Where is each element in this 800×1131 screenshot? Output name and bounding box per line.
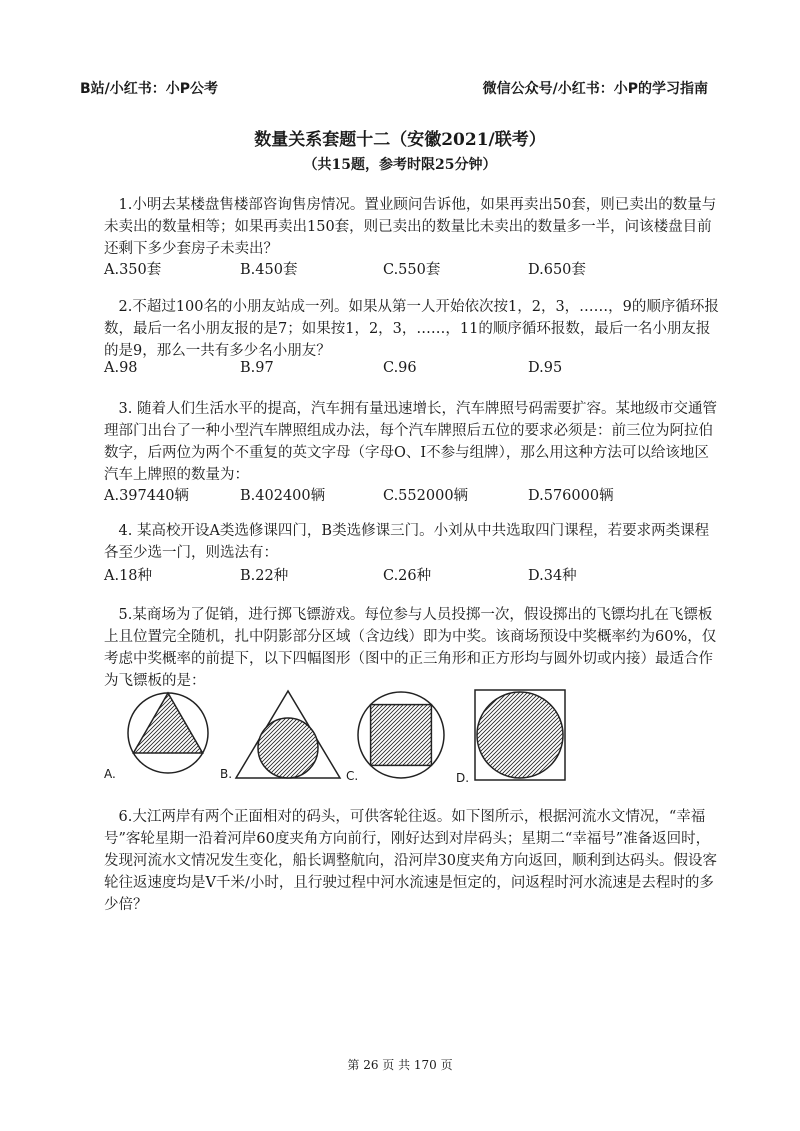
question-6 (104, 806, 720, 916)
page-title: 数量关系套题十二（安徽2021/联考） (254, 130, 546, 150)
question-5 (104, 604, 720, 692)
question-text: 3. 随着人们生活水平的提高，汽车拥有量迅速增长，汽车牌照号码需要扩容。某地级市交通管理部门出台了一种小型汽车牌照组成办法，每个汽车牌照后五位的要求必须是：前三位为阿拉伯数字，后两位为两个不重复的英文字母（字母O、I不参与组牌），那么用这种方法可以给该地区汽车上牌照的数量为： (104, 401, 717, 483)
question-text: 4. 某高校开设A类选修课四门，B类选修课三门。小刘从中共选取四门课程，若要求两类课程各至少选一门，则选法有： (104, 523, 710, 561)
question-text: 1.小明去某楼盘售楼部咨询售房情况。置业顾问告诉他，如果再卖出50套，则已卖出的数量与未卖出的数量相等；如果再卖出150套，则已卖出的数量比未卖出的数量多一半，问该楼盘目前还剩下多少套房子未卖出？ (104, 197, 717, 257)
figure-c (358, 692, 444, 778)
option-d: D.576000辆 (528, 488, 614, 504)
option-a: A.18种 (104, 568, 153, 584)
header-right: 微信公众号/小红书：小P的学习指南 (482, 81, 708, 97)
option-b: B.22种 (240, 568, 289, 584)
option-b: B.97 (240, 360, 274, 376)
option-b: B.402400辆 (240, 488, 326, 504)
figure-c-label: C. (346, 769, 359, 783)
figure-a-label: A. (104, 767, 116, 781)
figure-b (236, 691, 340, 778)
question-4 (104, 520, 720, 564)
question-text: 5.某商场为了促销，进行掷飞镖游戏。每位参与人员投掷一次，假设掷出的飞镖均扎在飞镖板上且位置完全随机，扎中阴影部分区域（含边线）即为中奖。该商场预设中奖概率约为60%，仅考虑中奖概率的前提下，以下四幅图形（图中的正三角形和正方形均与圆外切或内接）最适合作为飞镖板的是： (104, 607, 717, 689)
option-a: A.98 (104, 360, 138, 376)
option-a: A.397440辆 (104, 488, 189, 504)
figure-d (475, 690, 565, 780)
option-c: C.26种 (383, 568, 432, 584)
question-2 (104, 296, 720, 362)
option-d: D.95 (528, 360, 563, 376)
option-c: C.550套 (383, 262, 441, 278)
option-d: D.34种 (528, 568, 577, 584)
figure-d-label: D. (456, 771, 470, 785)
option-c: C.96 (383, 360, 417, 376)
page-subtitle: （共15题，参考时限25分钟） (303, 157, 497, 173)
question-1 (104, 194, 720, 260)
option-d: D.650套 (528, 262, 586, 278)
question-text: 2.不超过100名的小朋友站成一列。如果从第一人开始依次按1，2，3，……，9的顺序循环报数，最后一名小朋友报的是7；如果按1，2，3，……，11的顺序循环报数，最后一名小朋友报的是9，那么一共有多少名小朋友？ (104, 299, 719, 359)
option-a: A.350套 (104, 262, 162, 278)
option-b: B.450套 (240, 262, 298, 278)
option-c: C.552000辆 (383, 488, 469, 504)
figure-b-label: B. (220, 767, 233, 781)
header-left: B站/小红书：小P公考 (80, 81, 219, 97)
question-3 (104, 398, 720, 486)
figure-a (128, 693, 208, 773)
page-number: 第 26 页 共 170 页 (347, 1058, 453, 1072)
question-text: 6.大江两岸有两个正面相对的码头，可供客轮往返。如下图所示，根据河流水文情况，“幸福号”客轮星期一沿着河岸60度夹角方向前行，刚好达到对岸码头；星期二“幸福号”准备返回时，发现河流水文情况发生变化，船长调整航向，沿河岸30度夹角方向返回，顺利到达码头。假设客轮往返速度均是V千米/小时，且行驶过程中河水流速是恒定的，问返程时河水流速是去程时的多少倍？ (104, 809, 717, 913)
